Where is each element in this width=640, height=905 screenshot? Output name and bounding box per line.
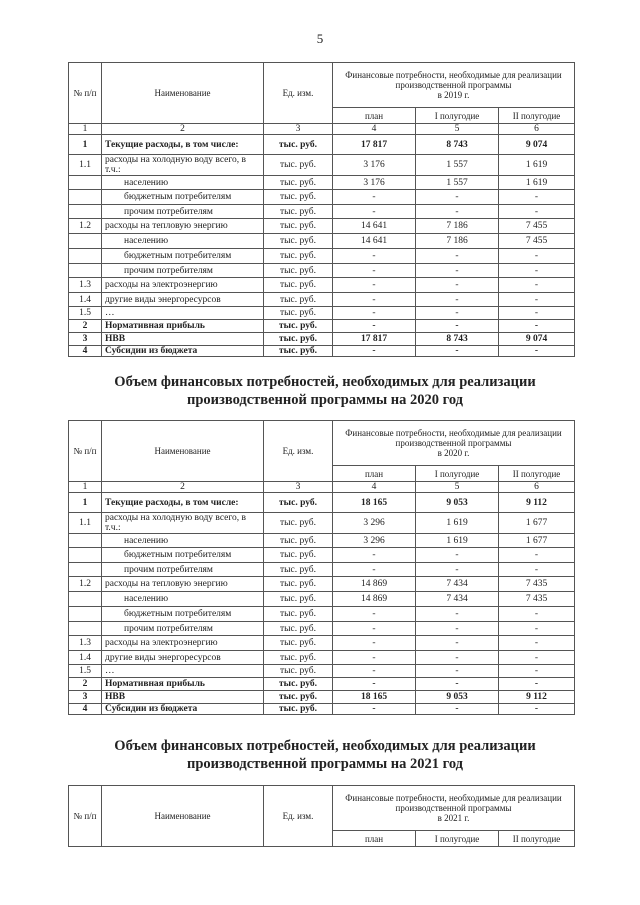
row-name: расходы на электроэнергию <box>102 636 264 651</box>
row-half2: - <box>499 293 575 307</box>
row-number: 1 <box>69 493 102 513</box>
row-half1: 7 434 <box>416 577 499 592</box>
row-plan: 3 176 <box>333 176 416 190</box>
row-plan: - <box>333 665 416 678</box>
row-half2: 7 435 <box>499 577 575 592</box>
column-index: 3 <box>264 124 333 135</box>
header-name: Наименование <box>102 786 264 847</box>
row-number <box>69 607 102 622</box>
row-unit: тыс. руб. <box>264 320 333 333</box>
table-row <box>69 219 575 234</box>
row-name: расходы на холодную воду всего, в т.ч.: <box>102 513 264 534</box>
row-number: 1 <box>69 135 102 155</box>
header-plan: план <box>333 831 416 847</box>
table-row <box>69 678 575 691</box>
row-half1: - <box>416 665 499 678</box>
row-name: прочим потребителям <box>102 205 264 219</box>
row-name: прочим потребителям <box>102 563 264 577</box>
header-row <box>69 421 575 466</box>
table-row <box>69 234 575 249</box>
header-unit: Ед. изм. <box>264 421 333 482</box>
table-row <box>69 346 575 357</box>
row-half2: 1 619 <box>499 176 575 190</box>
row-plan: 17 817 <box>333 333 416 346</box>
row-name: бюджетным потребителям <box>102 548 264 563</box>
row-plan: - <box>333 307 416 320</box>
row-plan: 18 165 <box>333 493 416 513</box>
header-half1: I полугодие <box>416 831 499 847</box>
row-half2: - <box>499 622 575 636</box>
column-index: 5 <box>416 482 499 493</box>
row-name: бюджетным потребителям <box>102 190 264 205</box>
row-name: НВВ <box>102 691 264 704</box>
header-num: № п/п <box>69 63 102 124</box>
header-name: Наименование <box>102 63 264 124</box>
row-plan: - <box>333 651 416 665</box>
row-plan: 3 176 <box>333 155 416 176</box>
row-half1: - <box>416 320 499 333</box>
table-row <box>69 513 575 534</box>
table-row <box>69 333 575 346</box>
header-num: № п/п <box>69 421 102 482</box>
row-plan: 14 641 <box>333 219 416 234</box>
header-half2: II полугодие <box>499 108 575 124</box>
row-name: прочим потребителям <box>102 622 264 636</box>
row-number: 1.1 <box>69 513 102 534</box>
row-unit: тыс. руб. <box>264 577 333 592</box>
row-number <box>69 190 102 205</box>
table-row <box>69 563 575 577</box>
row-half1: - <box>416 190 499 205</box>
row-plan: - <box>333 278 416 293</box>
row-number: 2 <box>69 678 102 691</box>
row-unit: тыс. руб. <box>264 548 333 563</box>
row-unit: тыс. руб. <box>264 333 333 346</box>
row-plan: - <box>333 622 416 636</box>
row-plan: 3 296 <box>333 513 416 534</box>
row-half2: 7 455 <box>499 234 575 249</box>
financial-table-2021 <box>68 785 575 847</box>
row-half1: 1 619 <box>416 534 499 548</box>
row-unit: тыс. руб. <box>264 691 333 704</box>
table-row <box>69 548 575 563</box>
row-unit: тыс. руб. <box>264 622 333 636</box>
row-half1: - <box>416 678 499 691</box>
row-number <box>69 592 102 607</box>
row-unit: тыс. руб. <box>264 704 333 715</box>
header-financial-text: Финансовые потребности, необходимые для реализации производственной программы <box>345 70 562 90</box>
row-unit: тыс. руб. <box>264 293 333 307</box>
row-plan: 14 869 <box>333 577 416 592</box>
row-half2: - <box>499 678 575 691</box>
row-half1: - <box>416 622 499 636</box>
row-name: Нормативная прибыль <box>102 320 264 333</box>
row-half2: - <box>499 563 575 577</box>
row-number: 1.5 <box>69 307 102 320</box>
row-unit: тыс. руб. <box>264 219 333 234</box>
column-index: 2 <box>102 124 264 135</box>
row-plan: - <box>333 293 416 307</box>
header-half2: II полугодие <box>499 466 575 482</box>
row-name: НВВ <box>102 333 264 346</box>
row-number <box>69 264 102 278</box>
table-row <box>69 135 575 155</box>
row-half2: - <box>499 651 575 665</box>
row-half1: 8 743 <box>416 135 499 155</box>
row-half1: 8 743 <box>416 333 499 346</box>
row-plan: - <box>333 704 416 715</box>
header-financial-text: Финансовые потребности, необходимые для реализации производственной программы <box>345 793 562 813</box>
row-half2: - <box>499 320 575 333</box>
row-half2: - <box>499 346 575 357</box>
row-unit: тыс. руб. <box>264 651 333 665</box>
header-half2: II полугодие <box>499 831 575 847</box>
header-financial-text: Финансовые потребности, необходимые для реализации производственной программы <box>345 428 562 448</box>
row-name: бюджетным потребителям <box>102 607 264 622</box>
header-row <box>69 63 575 108</box>
row-name: Текущие расходы, в том числе: <box>102 135 264 155</box>
column-index: 4 <box>333 124 416 135</box>
row-number <box>69 249 102 264</box>
row-half1: - <box>416 563 499 577</box>
row-number <box>69 622 102 636</box>
row-number: 1.2 <box>69 577 102 592</box>
row-half1: 9 053 <box>416 493 499 513</box>
row-half2: 9 074 <box>499 135 575 155</box>
row-unit: тыс. руб. <box>264 176 333 190</box>
row-half2: 7 435 <box>499 592 575 607</box>
row-half1: 7 186 <box>416 234 499 249</box>
row-number: 1.5 <box>69 665 102 678</box>
row-half1: 1 557 <box>416 155 499 176</box>
table-row <box>69 493 575 513</box>
table-row <box>69 155 575 176</box>
table-row <box>69 607 575 622</box>
table-row <box>69 534 575 548</box>
column-index: 2 <box>102 482 264 493</box>
row-number: 1.1 <box>69 155 102 176</box>
table-row <box>69 320 575 333</box>
row-name: населению <box>102 534 264 548</box>
row-half2: 9 112 <box>499 493 575 513</box>
row-number: 1.3 <box>69 278 102 293</box>
column-index: 6 <box>499 482 575 493</box>
row-half1: - <box>416 264 499 278</box>
row-half2: - <box>499 249 575 264</box>
row-half1: - <box>416 278 499 293</box>
row-unit: тыс. руб. <box>264 678 333 691</box>
row-unit: тыс. руб. <box>264 249 333 264</box>
row-plan: - <box>333 636 416 651</box>
row-name: Субсидии из бюджета <box>102 346 264 357</box>
row-plan: - <box>333 548 416 563</box>
table-row <box>69 278 575 293</box>
table-row <box>69 622 575 636</box>
row-number <box>69 176 102 190</box>
row-plan: 14 869 <box>333 592 416 607</box>
header-year: в 2020 г. <box>437 448 470 458</box>
row-half2: 9 112 <box>499 691 575 704</box>
table-row <box>69 691 575 704</box>
row-half2: - <box>499 264 575 278</box>
table-row <box>69 293 575 307</box>
row-half1: - <box>416 293 499 307</box>
column-index: 5 <box>416 124 499 135</box>
header-financial-needs <box>333 63 575 108</box>
row-unit: тыс. руб. <box>264 234 333 249</box>
row-half2: - <box>499 307 575 320</box>
row-unit: тыс. руб. <box>264 264 333 278</box>
header-row <box>69 786 575 831</box>
header-financial-needs <box>333 421 575 466</box>
header-plan: план <box>333 466 416 482</box>
row-name: населению <box>102 592 264 607</box>
row-unit: тыс. руб. <box>264 155 333 176</box>
row-number: 1.2 <box>69 219 102 234</box>
row-half1: - <box>416 636 499 651</box>
row-unit: тыс. руб. <box>264 665 333 678</box>
row-number: 4 <box>69 704 102 715</box>
row-plan: - <box>333 190 416 205</box>
header-half1: I полугодие <box>416 466 499 482</box>
row-half2: - <box>499 190 575 205</box>
row-half1: - <box>416 249 499 264</box>
row-plan: - <box>333 346 416 357</box>
row-name: Текущие расходы, в том числе: <box>102 493 264 513</box>
column-index-row <box>69 124 575 135</box>
row-number: 4 <box>69 346 102 357</box>
row-half2: 9 074 <box>499 333 575 346</box>
column-index: 4 <box>333 482 416 493</box>
header-half1: I полугодие <box>416 108 499 124</box>
row-name: Нормативная прибыль <box>102 678 264 691</box>
section-title-2020: Объем финансовых потребностей, необходимых для реализации производственной программы на 2020 год <box>114 374 536 408</box>
row-half2: - <box>499 205 575 219</box>
column-index: 3 <box>264 482 333 493</box>
row-plan: 14 641 <box>333 234 416 249</box>
row-name: расходы на электроэнергию <box>102 278 264 293</box>
header-year: в 2019 г. <box>437 90 470 100</box>
row-number <box>69 205 102 219</box>
table-row <box>69 205 575 219</box>
row-name: … <box>102 307 264 320</box>
row-unit: тыс. руб. <box>264 636 333 651</box>
table-row <box>69 636 575 651</box>
table-row <box>69 307 575 320</box>
row-number <box>69 534 102 548</box>
row-half1: 7 434 <box>416 592 499 607</box>
row-name: другие виды энергоресурсов <box>102 651 264 665</box>
row-unit: тыс. руб. <box>264 534 333 548</box>
row-number: 1.4 <box>69 651 102 665</box>
row-unit: тыс. руб. <box>264 513 333 534</box>
row-unit: тыс. руб. <box>264 135 333 155</box>
row-plan: 18 165 <box>333 691 416 704</box>
row-unit: тыс. руб. <box>264 205 333 219</box>
header-unit: Ед. изм. <box>264 786 333 847</box>
row-plan: - <box>333 249 416 264</box>
row-half1: 7 186 <box>416 219 499 234</box>
financial-table-2019 <box>68 62 575 357</box>
row-number: 3 <box>69 691 102 704</box>
row-name: расходы на тепловую энергию <box>102 219 264 234</box>
row-half1: - <box>416 651 499 665</box>
row-unit: тыс. руб. <box>264 493 333 513</box>
row-plan: 3 296 <box>333 534 416 548</box>
row-plan: - <box>333 607 416 622</box>
row-unit: тыс. руб. <box>264 278 333 293</box>
header-num: № п/п <box>69 786 102 847</box>
row-name: бюджетным потребителям <box>102 249 264 264</box>
row-half1: - <box>416 704 499 715</box>
row-half2: 1 677 <box>499 534 575 548</box>
table-row <box>69 592 575 607</box>
row-unit: тыс. руб. <box>264 307 333 320</box>
row-plan: - <box>333 678 416 691</box>
row-number: 1.3 <box>69 636 102 651</box>
row-half1: 9 053 <box>416 691 499 704</box>
page-number: 5 <box>316 31 324 46</box>
row-plan: - <box>333 320 416 333</box>
row-half2: 7 455 <box>499 219 575 234</box>
row-plan: - <box>333 205 416 219</box>
row-name: населению <box>102 234 264 249</box>
row-name: другие виды энергоресурсов <box>102 293 264 307</box>
row-name: населению <box>102 176 264 190</box>
row-half1: 1 557 <box>416 176 499 190</box>
row-plan: 17 817 <box>333 135 416 155</box>
row-half2: - <box>499 665 575 678</box>
table-row <box>69 176 575 190</box>
row-unit: тыс. руб. <box>264 563 333 577</box>
row-unit: тыс. руб. <box>264 346 333 357</box>
table-row <box>69 651 575 665</box>
row-name: расходы на холодную воду всего, в т.ч.: <box>102 155 264 176</box>
section-title-2021: Объем финансовых потребностей, необходимых для реализации производственной программы на 2021 год <box>114 738 536 772</box>
row-number: 3 <box>69 333 102 346</box>
column-index-row <box>69 482 575 493</box>
row-plan: - <box>333 563 416 577</box>
row-name: прочим потребителям <box>102 264 264 278</box>
row-half1: - <box>416 346 499 357</box>
row-half2: - <box>499 636 575 651</box>
row-name: расходы на тепловую энергию <box>102 577 264 592</box>
row-half2: - <box>499 278 575 293</box>
table-row <box>69 704 575 715</box>
header-plan: план <box>333 108 416 124</box>
row-plan: - <box>333 264 416 278</box>
table-row <box>69 577 575 592</box>
column-index: 1 <box>69 124 102 135</box>
financial-table-2020 <box>68 420 575 715</box>
row-number: 2 <box>69 320 102 333</box>
row-unit: тыс. руб. <box>264 190 333 205</box>
row-number <box>69 563 102 577</box>
table-row <box>69 264 575 278</box>
row-half2: - <box>499 607 575 622</box>
column-index: 1 <box>69 482 102 493</box>
row-number: 1.4 <box>69 293 102 307</box>
header-financial-needs <box>333 786 575 831</box>
row-unit: тыс. руб. <box>264 592 333 607</box>
header-unit: Ед. изм. <box>264 63 333 124</box>
table-row <box>69 249 575 264</box>
row-unit: тыс. руб. <box>264 607 333 622</box>
row-number <box>69 234 102 249</box>
row-half2: - <box>499 704 575 715</box>
header-name: Наименование <box>102 421 264 482</box>
table-row <box>69 190 575 205</box>
row-half1: - <box>416 307 499 320</box>
row-name: … <box>102 665 264 678</box>
row-half2: 1 677 <box>499 513 575 534</box>
row-half1: - <box>416 607 499 622</box>
row-half1: - <box>416 548 499 563</box>
row-half1: 1 619 <box>416 513 499 534</box>
table-row <box>69 665 575 678</box>
column-index: 6 <box>499 124 575 135</box>
row-half1: - <box>416 205 499 219</box>
row-half2: - <box>499 548 575 563</box>
row-number <box>69 548 102 563</box>
header-year: в 2021 г. <box>437 813 470 823</box>
row-half2: 1 619 <box>499 155 575 176</box>
row-name: Субсидии из бюджета <box>102 704 264 715</box>
